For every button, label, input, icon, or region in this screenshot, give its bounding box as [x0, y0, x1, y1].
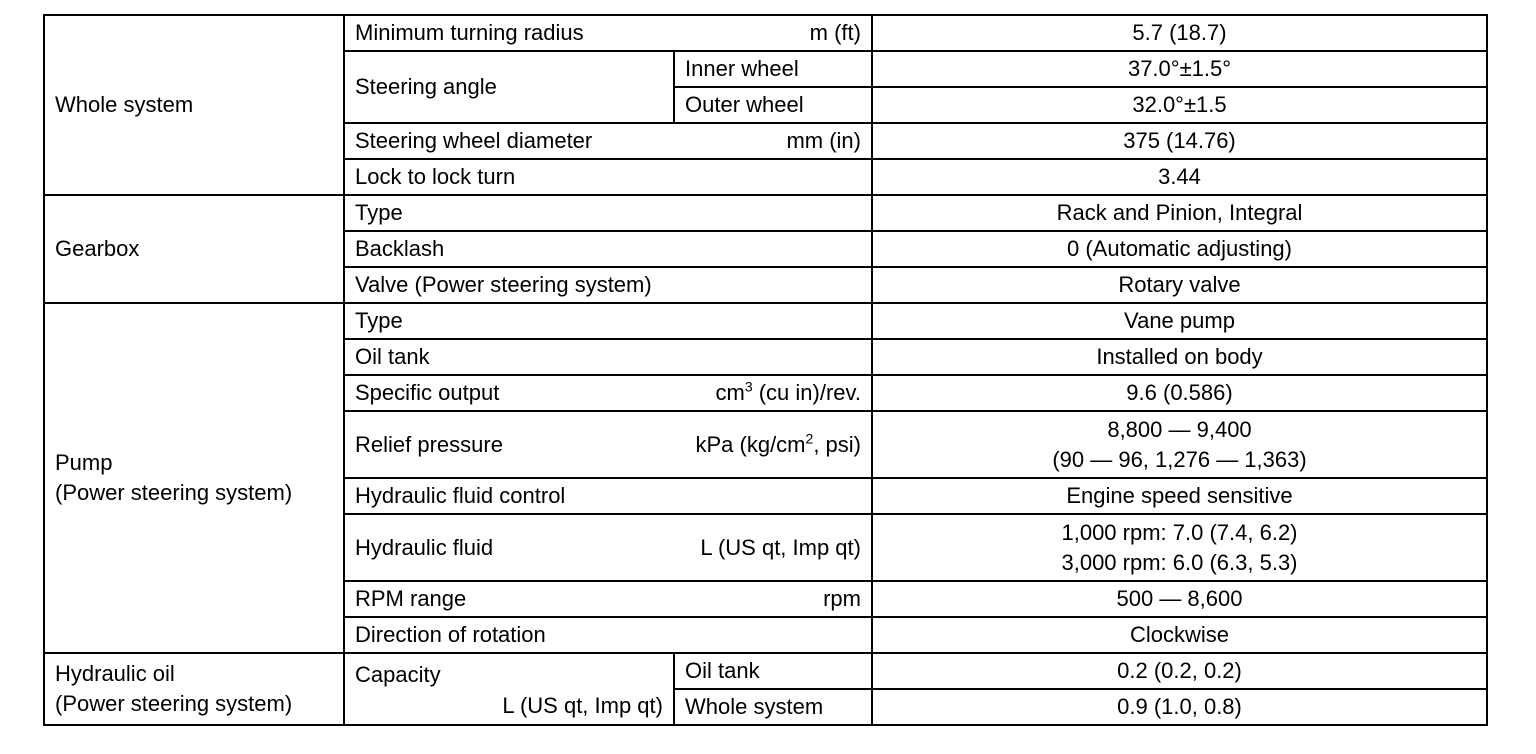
- item-oil-tank: [344, 339, 872, 375]
- item-unit: $cm^3$ (cu in)/rev.: [715, 378, 861, 405]
- subitem-oil-tank: Oil tank: [674, 653, 872, 689]
- item-backlash: [344, 231, 872, 267]
- item-value: 3.44: [872, 159, 1487, 195]
- item-label: Hydraulic fluid: [355, 534, 494, 560]
- item-gearbox-type: [344, 195, 872, 231]
- item-value: 375 (14.76): [872, 123, 1487, 159]
- group-label: Whole system: [55, 92, 194, 117]
- item-label: Valve (Power steering system): [355, 272, 652, 297]
- item-value: Engine speed sensitive: [872, 478, 1487, 514]
- item-value: 0 (Automatic adjusting): [872, 231, 1487, 267]
- item-value: Rotary valve: [872, 267, 1487, 303]
- group-hydraulic-oil: [44, 653, 344, 725]
- item-label: Direction of rotation: [355, 622, 546, 647]
- item-value: 0.9 (1.0, 0.8): [872, 689, 1487, 725]
- item-label: Specific output: [355, 380, 500, 405]
- specifications-table: [43, 14, 1488, 726]
- group-gearbox: [44, 195, 344, 303]
- item-unit: L (US qt, Imp qt): [502, 693, 663, 718]
- table-row: [44, 195, 1487, 231]
- item-value: 8,800 — 9,400 (90 — 96, 1,276 — 1,363): [872, 411, 1487, 478]
- item-label: Oil tank: [355, 344, 430, 369]
- item-label: Type: [355, 308, 403, 333]
- group-label-sub: (Power steering system): [55, 691, 293, 716]
- item-label: Type: [355, 200, 403, 225]
- item-rpm-range: [344, 581, 872, 617]
- group-whole-system: [44, 15, 344, 195]
- item-value: Vane pump: [872, 303, 1487, 339]
- item-label: Lock to lock turn: [355, 164, 516, 189]
- item-specific-output: [344, 375, 872, 411]
- item-value: Rack and Pinion, Integral: [872, 195, 1487, 231]
- table-row: [44, 15, 1487, 51]
- item-valve: [344, 267, 872, 303]
- group-label: Gearbox: [55, 236, 140, 261]
- item-label: Steering angle: [355, 74, 497, 99]
- item-capacity: [344, 653, 674, 725]
- item-value: 0.2 (0.2, 0.2): [872, 653, 1487, 689]
- table-row: [44, 653, 1487, 689]
- item-label: Steering wheel diameter: [355, 128, 593, 153]
- item-unit: m (ft): [809, 20, 861, 45]
- table-row: [44, 303, 1487, 339]
- subitem-inner-wheel: Inner wheel: [674, 51, 872, 87]
- item-label: RPM range: [355, 586, 467, 611]
- item-pump-type: [344, 303, 872, 339]
- item-value: 500 — 8,600: [872, 581, 1487, 617]
- item-lock-to-lock: [344, 159, 872, 195]
- group-label: Hydraulic oil: [55, 661, 175, 686]
- item-relief-pressure: [344, 411, 872, 478]
- item-label: Relief pressure: [355, 431, 503, 457]
- item-value: 9.6 (0.586): [872, 375, 1487, 411]
- item-min-turning-radius: [344, 15, 872, 51]
- item-value: Clockwise: [872, 617, 1487, 653]
- item-steering-angle: [344, 51, 674, 123]
- item-value: 1,000 rpm: 7.0 (7.4, 6.2) 3,000 rpm: 6.0 (6.3, 5.3): [872, 514, 1487, 581]
- item-label: Backlash: [355, 236, 445, 261]
- item-unit: mm (in): [786, 128, 861, 153]
- group-pump: [44, 303, 344, 653]
- item-value: Installed on body: [872, 339, 1487, 375]
- item-hydraulic-fluid: [344, 514, 872, 581]
- item-label: Hydraulic fluid control: [355, 483, 566, 508]
- item-fluid-control: [344, 478, 872, 514]
- item-label: Capacity: [355, 662, 441, 687]
- item-unit: kPa ($kg/cm^2$, psi): [695, 430, 861, 457]
- group-label: Pump: [55, 450, 113, 475]
- subitem-whole-system: Whole system: [674, 689, 872, 725]
- item-value: 5.7 (18.7): [872, 15, 1487, 51]
- item-value: 32.0°±1.5: [872, 87, 1487, 123]
- subitem-outer-wheel: Outer wheel: [674, 87, 872, 123]
- item-steering-wheel-diameter: [344, 123, 872, 159]
- group-label-sub: (Power steering system): [55, 480, 293, 505]
- item-unit: rpm: [823, 586, 861, 611]
- item-direction: [344, 617, 872, 653]
- item-label: Minimum turning radius: [355, 20, 584, 45]
- item-value: 37.0°±1.5°: [872, 51, 1487, 87]
- item-unit: L (US qt, Imp qt): [700, 534, 861, 560]
